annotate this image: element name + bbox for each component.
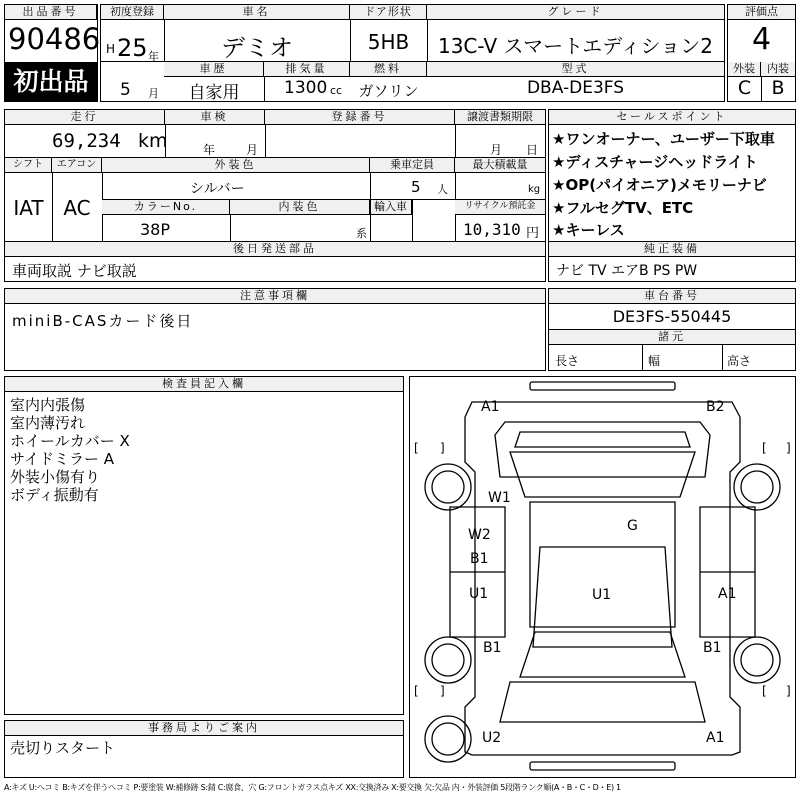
mark-b2-top: B2 <box>706 399 725 415</box>
score-label: 評価点 <box>728 5 795 20</box>
inspector-item: ホイールカバー X <box>10 432 130 450</box>
capacity-unit: 人 <box>437 183 448 196</box>
model-value: DBA-DE3FS <box>526 78 625 98</box>
mark-w2: W2 <box>468 527 491 543</box>
disp-value: 1300 <box>284 78 328 98</box>
shift-value: IAT <box>13 196 44 220</box>
exterior-label: 外装色 <box>102 158 370 173</box>
svg-text:[: [ <box>414 684 419 698</box>
sales-point-item: ★ワンオーナー、ユーザー下取車 <box>552 130 775 148</box>
dims-length: 長さ <box>555 354 580 368</box>
reg-year-unit: 年 <box>148 50 159 63</box>
svg-text:]: ] <box>786 441 791 455</box>
disp-label: 排気量 <box>264 62 350 77</box>
history-value: 自家用 <box>188 83 240 103</box>
car-name: デミオ <box>221 34 293 62</box>
notes-label: 注意事項欄 <box>5 289 545 304</box>
lot-label: 出品番号 <box>5 5 97 20</box>
equipment-value: ナビ TV エアB PS PW <box>556 263 698 279</box>
mark-b1-lower-left: B1 <box>483 640 502 656</box>
interior-unit: 系 <box>356 227 367 240</box>
sales-point-item: ★ディスチャージヘッドライト <box>552 153 758 171</box>
rear-window <box>520 632 685 677</box>
int-score-label: 内装 <box>761 62 795 77</box>
lot-number: 90486 <box>8 22 101 56</box>
sales-point-item: ★キーレス <box>552 221 625 239</box>
svg-text:]: ] <box>786 684 791 698</box>
regno-label: 登録番号 <box>265 110 455 125</box>
wheel-rl-inner <box>432 644 464 676</box>
equipment-label: 純正装備 <box>549 242 795 257</box>
roof <box>530 502 675 627</box>
legend: A:キズ U:ヘコミ B:キズを伴うヘコミ P:要塗装 W:補修跡 S:錆 C:腐食、穴 G:フロントガラス点キズ XX:交換済み X:要交換 欠:欠品 内・外装評価 5段階ランク順(A・B・C・D・E) 1 <box>4 783 621 792</box>
history-label: 車歴 <box>164 62 264 77</box>
mark-u2-bottom: U2 <box>482 730 502 746</box>
int-score: B <box>771 77 785 99</box>
interior-label: 内装色 <box>230 200 370 215</box>
mileage-value: 69,234 <box>52 130 121 152</box>
chassis-label: 車台番号 <box>549 289 795 304</box>
recycle-unit: 円 <box>526 226 540 241</box>
sales-points-label: セールスポイント <box>549 110 795 125</box>
score-value: 4 <box>751 22 772 57</box>
svg-text:[: [ <box>762 684 767 698</box>
mark-u1-left: U1 <box>469 586 489 602</box>
inspector-item: サイドミラー A <box>10 450 114 468</box>
shift-label: シフト <box>5 158 52 173</box>
color-no-label: カラーNo. <box>102 200 230 215</box>
color-no-value: 38P <box>140 220 171 239</box>
reg-era: H <box>106 42 116 56</box>
windshield <box>510 452 695 497</box>
later-value: 車両取説 ナビ取説 <box>12 262 137 280</box>
load-label: 最大積載量 <box>455 158 545 173</box>
exterior-color: シルバー <box>190 181 245 197</box>
inspector-item: 室内薄汚れ <box>10 414 86 432</box>
ac-value: AC <box>63 196 91 220</box>
transfer-month-unit: 月 <box>490 143 503 157</box>
reg-year: 25 <box>117 34 148 62</box>
svg-text:]: ] <box>440 441 445 455</box>
mark-a1-bottom: A1 <box>706 730 725 746</box>
inspector-item: 外装小傷有り <box>10 468 101 486</box>
recycle-label: リサイクル預託金 <box>455 200 545 215</box>
front-bumper-mark <box>530 382 675 390</box>
spare-wheel-inner <box>432 723 464 755</box>
first-listing-badge: 初出品 <box>5 62 97 101</box>
mark-w1: W1 <box>488 490 511 506</box>
rear-bumper-mark <box>530 762 675 770</box>
inspector-label: 検査員記入欄 <box>5 377 403 392</box>
inspector-item: ボディ振動有 <box>10 486 99 504</box>
inspection-label: 車検 <box>165 110 265 125</box>
mark-b1-left: B1 <box>470 551 489 567</box>
mark-a1-top: A1 <box>481 399 500 415</box>
body-outline <box>465 402 740 755</box>
inspector-item: 室内内張傷 <box>10 396 86 414</box>
mark-b1-lower-right: B1 <box>703 640 722 656</box>
mileage-label: 走行 <box>5 110 165 125</box>
ext-score-label: 外装 <box>728 62 761 77</box>
mark-u1-center: U1 <box>592 587 612 603</box>
chassis-value: DE3FS-550445 <box>612 307 732 326</box>
capacity-label: 乗車定員 <box>370 158 455 173</box>
capacity-value: 5 <box>411 178 421 196</box>
mark-g: G <box>627 518 638 534</box>
transfer-day-unit: 日 <box>526 143 539 157</box>
mark-a1-right: A1 <box>718 586 737 602</box>
transfer-label: 譲渡書類期限 <box>455 110 545 125</box>
trunk <box>500 682 705 722</box>
ext-score: C <box>737 77 752 99</box>
ac-label: エアコン <box>52 158 102 173</box>
fuel-label: 燃料 <box>350 62 427 77</box>
front-grille <box>515 432 690 447</box>
notes-value: miniB-CASカード後日 <box>12 312 194 330</box>
car-diagram <box>410 377 795 777</box>
door-label: ドア形状 <box>350 5 427 20</box>
svg-text:[: [ <box>414 441 419 455</box>
inspection-year-unit: 年 <box>203 143 216 157</box>
wheel-fl-inner <box>432 471 464 503</box>
wheel-fr-inner <box>741 471 773 503</box>
inspection-month-unit: 月 <box>246 143 259 157</box>
load-unit: kg <box>528 184 541 195</box>
sales-point-item: ★OP(パイオニア)メモリーナビ <box>552 176 767 194</box>
model-label: 型式 <box>427 62 724 77</box>
grade-value: 13C-V スマートエディション2 <box>437 34 714 58</box>
grade-label: グレード <box>427 5 724 20</box>
svg-text:[: [ <box>762 441 767 455</box>
reg-label: 初度登録 <box>101 5 164 20</box>
reg-month: 5 <box>120 80 131 100</box>
later-label: 後日発送部品 <box>5 242 545 257</box>
dims-label: 諸元 <box>549 330 795 345</box>
wheel-rr-inner <box>741 644 773 676</box>
svg-text:]: ] <box>440 684 445 698</box>
recycle-value: 10,310 <box>463 220 521 239</box>
car-label: 車名 <box>164 5 350 20</box>
reg-month-unit: 月 <box>148 87 159 100</box>
disp-unit: cc <box>330 84 343 97</box>
door-type: 5HB <box>367 30 410 54</box>
import-label: 輸入車 <box>370 200 412 215</box>
mileage-unit: km <box>138 130 168 152</box>
fuel-value: ガソリン <box>358 82 419 100</box>
office-label: 事務局よりご案内 <box>5 721 403 736</box>
office-value: 売切りスタート <box>10 739 116 757</box>
dims-height: 高さ <box>727 354 752 368</box>
sales-point-item: ★フルセグTV、ETC <box>552 199 694 217</box>
hood <box>495 422 710 477</box>
dims-width: 幅 <box>648 354 661 368</box>
